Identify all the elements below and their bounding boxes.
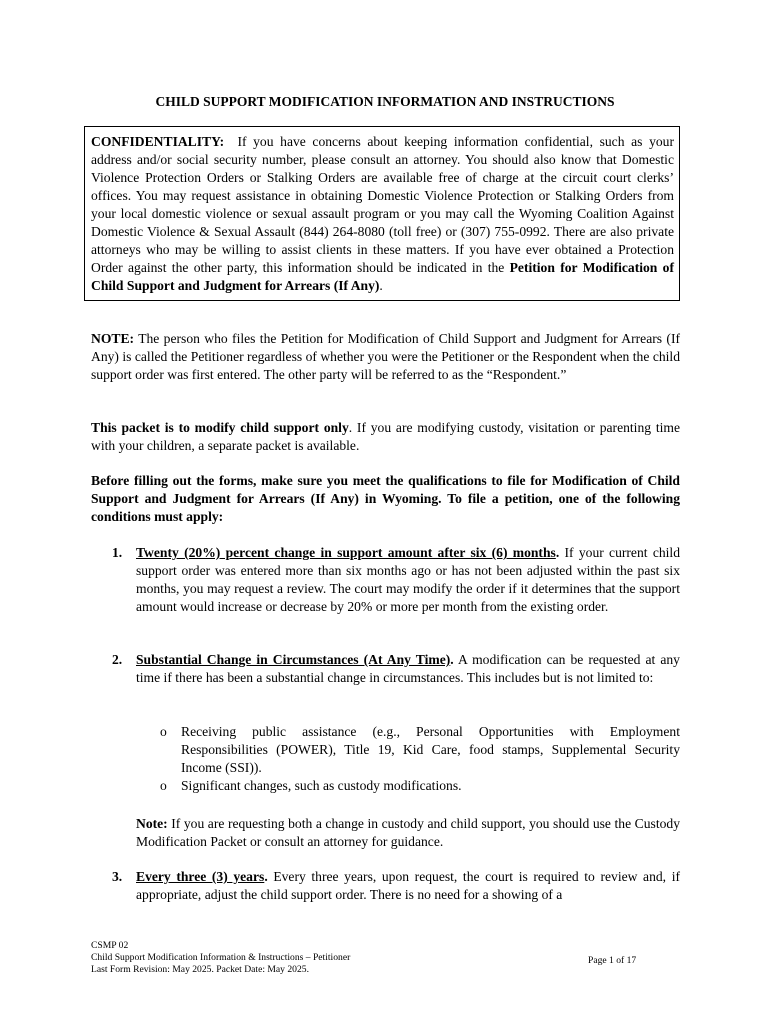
qualifications-paragraph: Before filling out the forms, make sure you meet the qualifications to file for Modification of Child Support and Judgment for Arrears (If Any) in Wyoming. To file a petition, one of the following conditions must apply: — [91, 473, 680, 524]
item-heading-sep: . — [450, 652, 454, 667]
item-heading-sep: . — [264, 869, 268, 884]
petition-reference: Petition for Modification of Child Support and Judgment for Arrears (If Any) — [91, 260, 674, 293]
item-number: 3. — [112, 869, 123, 884]
sub-item-text: Receiving public assistance (e.g., Personal Opportunities with Employment Responsibilities (POWER), Title 19, Kid Care, food stamps, Supplemental Security Income (SSI)). — [181, 724, 680, 775]
list-item — [160, 777, 680, 795]
bullet-icon: o — [160, 724, 167, 739]
item-text: If your current child support order was entered more than six months ago or has not been adjusted within the past six months, you may request a review. The court may modify the order if it determines that the support amount would increase or decrease by 20% or more per month from the existing order. — [136, 545, 680, 614]
item-heading: Twenty (20%) percent change in support amount after six (6) months — [136, 545, 556, 560]
item-number: 2. — [112, 652, 123, 667]
confidentiality-box — [84, 126, 680, 301]
form-code: CSMP 02 — [91, 940, 129, 951]
note2-text: If you are requesting both a change in custody and child support, you should use the Custody Modification Packet or consult an attorney for guidance. — [136, 816, 680, 849]
page-title: CHILD SUPPORT MODIFICATION INFORMATION AND INSTRUCTIONS — [155, 94, 615, 109]
form-name: Child Support Modification Information & Instructions – Petitioner — [91, 952, 351, 963]
condition-item-2 — [112, 651, 680, 687]
item-heading: Every three (3) years — [136, 869, 265, 884]
item-number: 1. — [112, 545, 123, 560]
custody-note — [136, 815, 680, 851]
page-number: Page 1 of 17 — [588, 955, 637, 966]
packet-bold: This packet is to modify child support only — [91, 420, 349, 435]
packet-paragraph — [91, 419, 680, 455]
packet-text: . If you are modifying custody, visitation or parenting time with your children, a separate packet is available. — [91, 420, 680, 453]
note-text: The person who files the Petition for Modification of Child Support and Judgment for Arrears (If Any) is called the Petitioner regardless of whether you were the Petitioner or the Respondent when the child support order was first entered. The other party will be referred to as the “Respondent.” — [91, 331, 680, 382]
revision-date: Last Form Revision: May 2025. Packet Date: May 2025. — [91, 964, 309, 975]
note-label: NOTE: — [91, 331, 135, 346]
confidentiality-label: CONFIDENTIALITY: — [91, 134, 225, 149]
note2-label: Note: — [136, 816, 168, 831]
sub-list — [160, 723, 680, 795]
confidentiality-text: If you have concerns about keeping information confidential, such as your address and/or social security number, please consult an attorney. You should also know that Domestic Violence Protection Orders or Stalking Orders are available free of charge at the circuit court clerks’ offices. You may request assistance in obtaining Domestic Violence Protection or Stalking Orders from your local domestic violence or sexual assault program or you may call the Wyoming Coalition Against Domestic Violence & Sexual Assault (844) 264-8080 (toll free) or (307) 755-0992. There are also private attorneys who may be willing to assist clients in these matters. If you have ever obtained a Protection Order against the other party, this information should be indicated in the — [91, 134, 674, 275]
item-heading-sep: . — [555, 545, 560, 560]
note-paragraph — [91, 330, 680, 384]
bullet-icon: o — [160, 778, 167, 793]
item-heading: Substantial Change in Circumstances (At Any Time) — [136, 652, 451, 667]
item-text: Every three years, upon request, the court is required to review and, if appropriate, adjust the child support order. There is no need for a showing of a — [136, 869, 680, 902]
confidentiality-end: . — [379, 278, 383, 293]
condition-item-3 — [112, 868, 680, 904]
item-text: A modification can be requested at any time if there has been a substantial change in circumstances. This includes but is not limited to: — [136, 652, 680, 685]
sub-item-text: Significant changes, such as custody modifications. — [181, 778, 462, 793]
condition-item-1 — [112, 544, 680, 616]
list-item — [160, 723, 680, 777]
